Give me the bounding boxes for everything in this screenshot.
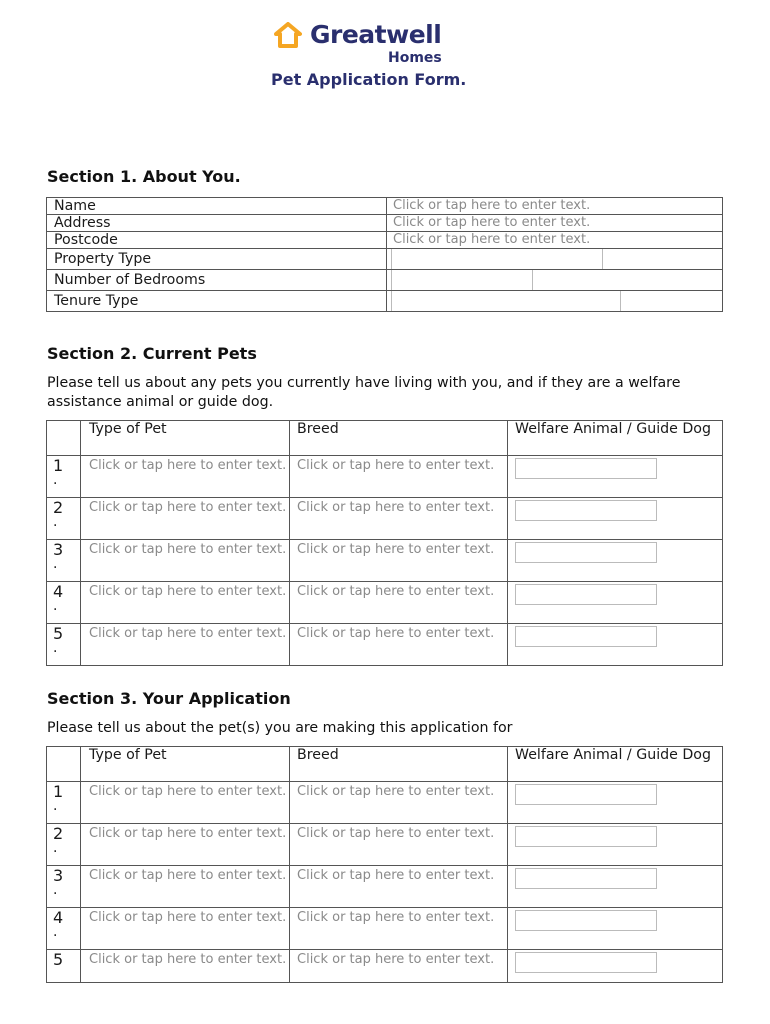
pet-type-field[interactable]: Click or tap here to enter text. <box>81 824 290 866</box>
address-field[interactable]: Click or tap here to enter text. <box>387 215 723 232</box>
table-row: 1 . Click or tap here to enter text. Click or tap here to enter text. <box>47 456 723 498</box>
tenure-type-label: Tenure Type <box>47 291 387 312</box>
table-row <box>47 270 723 291</box>
welfare-field[interactable] <box>515 952 657 973</box>
row-number: 2 <box>53 498 64 517</box>
welfare-field[interactable] <box>515 826 657 847</box>
postcode-field[interactable]: Click or tap here to enter text. <box>387 232 723 249</box>
pet-type-field[interactable]: Click or tap here to enter text. <box>81 498 290 540</box>
row-number: 5 <box>53 950 64 969</box>
brand-name: Greatwell <box>310 20 442 49</box>
col-welfare: Welfare Animal / Guide Dog <box>508 421 723 456</box>
pet-breed-field[interactable]: Click or tap here to enter text. <box>290 908 508 950</box>
welfare-field[interactable] <box>515 458 657 479</box>
pet-breed-field[interactable]: Click or tap here to enter text. <box>290 582 508 624</box>
property-type-label: Property Type <box>47 249 387 270</box>
table-row: 3 . Click or tap here to enter text. Click or tap here to enter text. <box>47 540 723 582</box>
section2-intro: Please tell us about any pets you currently have living with you, and if they are a welfare assistance animal or guide dog. <box>47 375 681 410</box>
section3-intro: Please tell us about the pet(s) you are making this application for <box>47 720 513 736</box>
row-number: 3 <box>53 866 64 885</box>
welfare-field[interactable] <box>515 500 657 521</box>
table-header-row <box>47 421 723 456</box>
table-row <box>47 215 723 232</box>
pet-type-field[interactable]: Click or tap here to enter text. <box>81 540 290 582</box>
pet-type-field[interactable]: Click or tap here to enter text. <box>81 950 290 983</box>
table-row <box>47 232 723 249</box>
bedrooms-field[interactable] <box>387 270 723 291</box>
table-row <box>47 198 723 215</box>
pet-breed-field[interactable]: Click or tap here to enter text. <box>290 624 508 666</box>
pet-breed-field[interactable]: Click or tap here to enter text. <box>290 498 508 540</box>
name-label: Name <box>47 198 387 215</box>
table-row <box>47 291 723 312</box>
table-header-row <box>47 747 723 782</box>
table-row: 1 . Click or tap here to enter text. Click or tap here to enter text. <box>47 782 723 824</box>
address-label: Address <box>47 215 387 232</box>
postcode-label: Postcode <box>47 232 387 249</box>
pet-breed-field[interactable]: Click or tap here to enter text. <box>290 866 508 908</box>
col-type-of-pet: Type of Pet <box>81 747 290 782</box>
pet-breed-field[interactable]: Click or tap here to enter text. <box>290 782 508 824</box>
pet-type-field[interactable]: Click or tap here to enter text. <box>81 582 290 624</box>
name-field[interactable]: Click or tap here to enter text. <box>387 198 723 215</box>
welfare-field[interactable] <box>515 584 657 605</box>
col-breed: Breed <box>290 747 508 782</box>
bedrooms-label: Number of Bedrooms <box>47 270 387 291</box>
form-title: Pet Application Form. <box>271 70 467 89</box>
pet-breed-field[interactable]: Click or tap here to enter text. <box>290 456 508 498</box>
table-row: 2 . Click or tap here to enter text. Click or tap here to enter text. <box>47 498 723 540</box>
col-breed: Breed <box>290 421 508 456</box>
pet-breed-field[interactable]: Click or tap here to enter text. <box>290 824 508 866</box>
table-row: 4 . Click or tap here to enter text. Click or tap here to enter text. <box>47 908 723 950</box>
pet-type-field[interactable]: Click or tap here to enter text. <box>81 866 290 908</box>
brand-sub: Homes <box>388 50 442 66</box>
table-row <box>47 950 723 983</box>
pet-type-field[interactable]: Click or tap here to enter text. <box>81 456 290 498</box>
about-you-table <box>46 197 723 312</box>
table-row <box>47 249 723 270</box>
row-number: 4 <box>53 908 64 927</box>
row-number: 2 <box>53 824 64 843</box>
pet-type-field[interactable]: Click or tap here to enter text. <box>81 624 290 666</box>
table-row: 4 . Click or tap here to enter text. Click or tap here to enter text. <box>47 582 723 624</box>
application-pets-table <box>46 746 723 983</box>
table-row: 3 . Click or tap here to enter text. Click or tap here to enter text. <box>47 866 723 908</box>
row-number: 1 <box>53 456 64 475</box>
col-welfare: Welfare Animal / Guide Dog <box>508 747 723 782</box>
welfare-field[interactable] <box>515 784 657 805</box>
pet-breed-field[interactable]: Click or tap here to enter text. <box>290 540 508 582</box>
row-number: 1 <box>53 782 64 801</box>
welfare-field[interactable] <box>515 868 657 889</box>
row-number: 5 <box>53 624 64 643</box>
table-row: 5 . Click or tap here to enter text. Click or tap here to enter text. <box>47 624 723 666</box>
welfare-field[interactable] <box>515 626 657 647</box>
section2-heading: Section 2. Current Pets <box>47 344 257 363</box>
row-number: 3 <box>53 540 64 559</box>
pet-type-field[interactable]: Click or tap here to enter text. <box>81 908 290 950</box>
pet-type-field[interactable]: Click or tap here to enter text. <box>81 782 290 824</box>
property-type-field[interactable] <box>387 249 723 270</box>
tenure-type-field[interactable] <box>387 291 723 312</box>
current-pets-table <box>46 420 723 666</box>
section1-heading: Section 1. About You. <box>47 167 241 186</box>
table-row: 2 . Click or tap here to enter text. Click or tap here to enter text. <box>47 824 723 866</box>
section3-heading: Section 3. Your Application <box>47 689 291 708</box>
row-number: 4 <box>53 582 64 601</box>
welfare-field[interactable] <box>515 910 657 931</box>
pet-breed-field[interactable]: Click or tap here to enter text. <box>290 950 508 983</box>
col-type-of-pet: Type of Pet <box>81 421 290 456</box>
welfare-field[interactable] <box>515 542 657 563</box>
house-icon <box>274 22 302 48</box>
